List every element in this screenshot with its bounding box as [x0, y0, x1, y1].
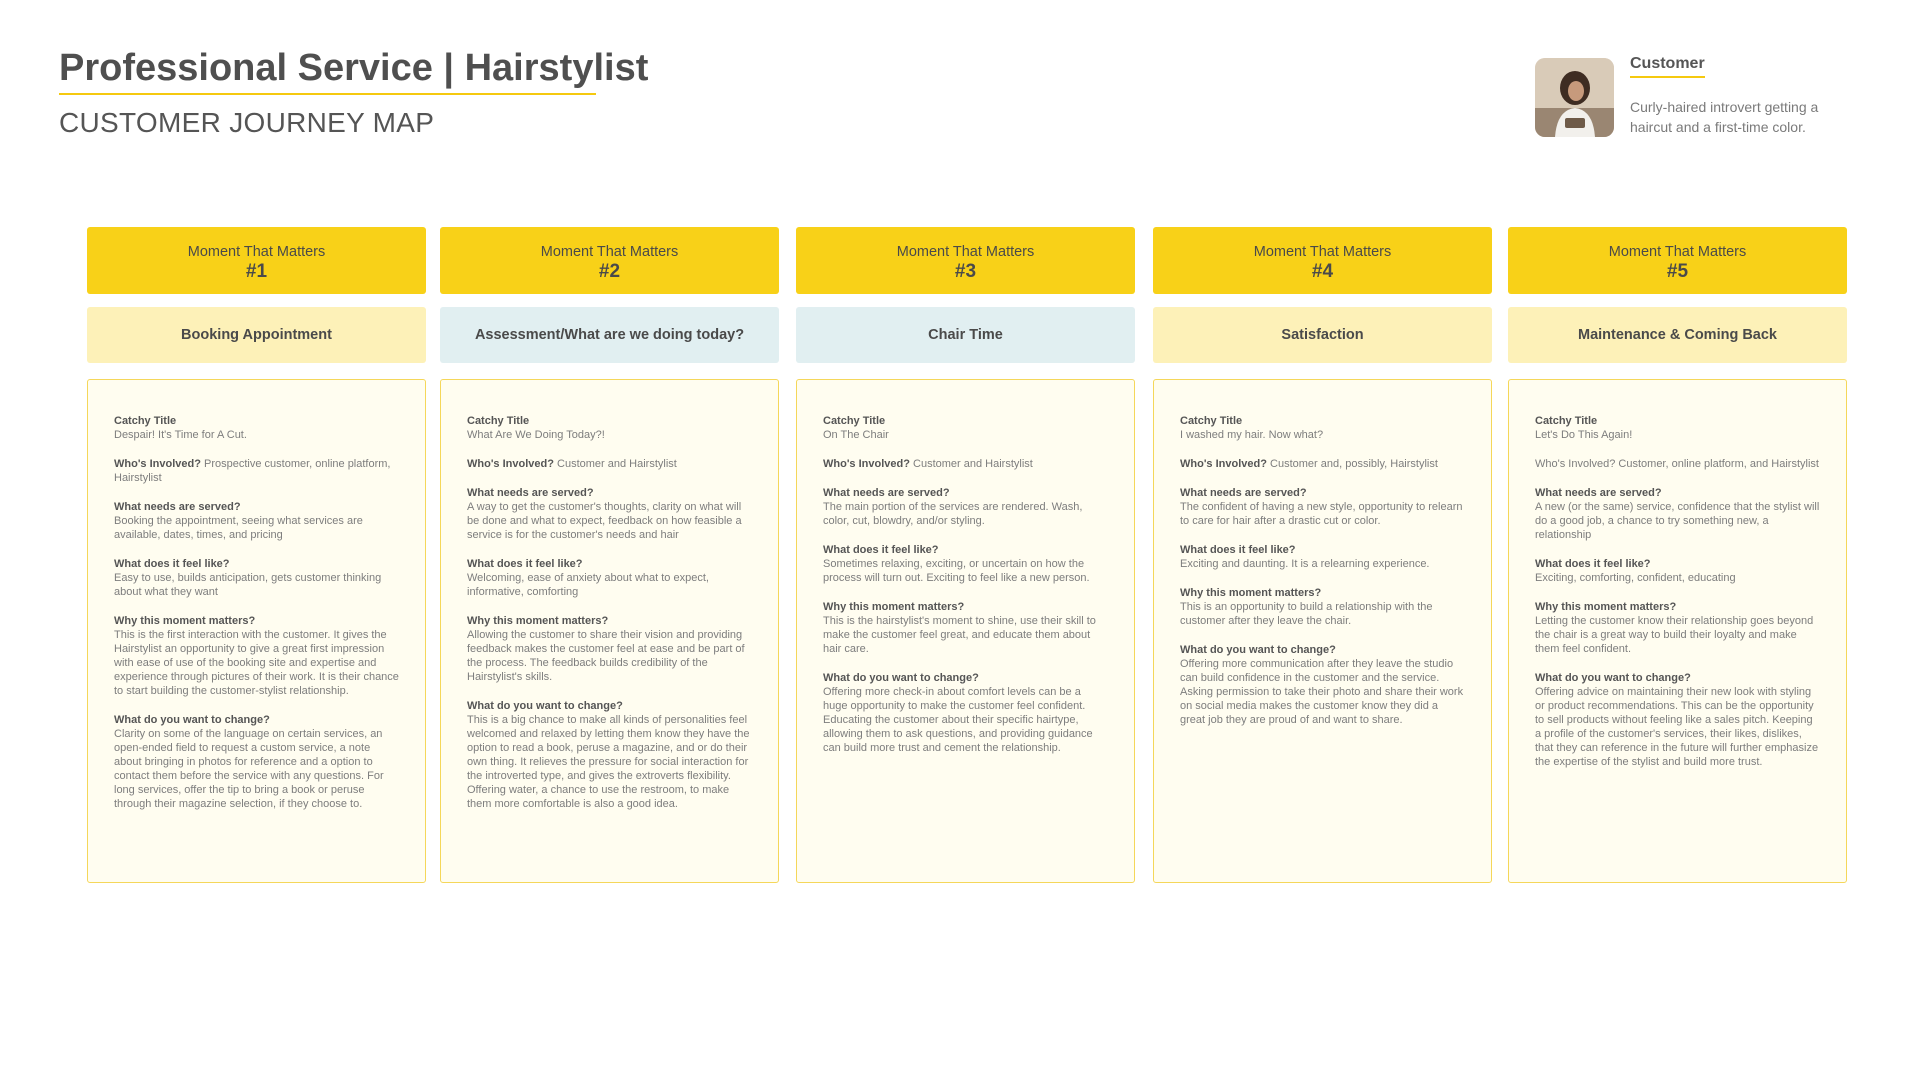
stage-title: Chair Time [796, 307, 1135, 363]
field-label: What does it feel like? [467, 558, 583, 570]
field-value: The main portion of the services are rendered. Wash, color, cut, blowdry, and/or styling. [823, 501, 1083, 527]
moment-number: #4 [1311, 261, 1334, 282]
field-label: Why this moment matters? [467, 615, 609, 627]
moment-label: Moment That Matters [187, 244, 326, 260]
field-label: What does it feel like? [1535, 558, 1651, 570]
field-label: Why this moment matters? [1535, 601, 1677, 613]
field-label: Why this moment matters? [114, 615, 256, 627]
field-label: Why this moment matters? [1180, 587, 1322, 599]
field-label: Why this moment matters? [823, 601, 965, 613]
field-label: What needs are served? [1180, 487, 1307, 499]
field-label: Catchy Title [1180, 415, 1243, 427]
field-value: This is a big chance to make all kinds of personalities feel welcomed and relaxed by letting them know they have the option to read a book, peruse a magazine, and or do their own thing. It relieves the pressure for social interaction for the introverted type, and gives the extroverts flexibility. Offering water, a chance to use the restroom, to make them more comfortable is also a good idea. [467, 714, 750, 810]
field-value: On The Chair [823, 429, 889, 441]
field-label: What do you want to change? [467, 700, 623, 712]
moment-header [440, 227, 779, 294]
field-value: Customer and, possibly, Hairstylist [1266, 458, 1438, 470]
moment-header [796, 227, 1135, 294]
field-value: Allowing the customer to share their vision and providing feedback makes the customer feel at ease and be part of the process. The feedback builds credibility of the Hairstylist's skills. [467, 629, 745, 683]
field-value: Despair! It's Time for A Cut. [114, 429, 247, 441]
field-value: Offering more communication after they leave the studio can build confidence in the customer and the service. Asking permission to take their photo and share their work on social media makes the customer know they did a great job they are proud of and want to share. [1180, 658, 1464, 726]
field-value: Who's Involved? Customer, online platform, and Hairstylist [1535, 458, 1819, 470]
field-value: A way to get the customer's thoughts, clarity on what will be done and what to expect, feedback on how feasible a service is for the customer's needs and hair [467, 501, 742, 541]
field-value: Easy to use, builds anticipation, gets customer thinking about what they want [114, 572, 382, 598]
field-value: Welcoming, ease of anxiety about what to expect, informative, comforting [467, 572, 709, 598]
field-label: What do you want to change? [1535, 672, 1691, 684]
field-label: Who's Involved? [1180, 458, 1267, 470]
field-value: Prospective customer, online platform, Hairstylist [114, 458, 391, 484]
field-value: Offering advice on maintaining their new look with styling or product recommendations. This can be the opportunity to sell products without feeling like a sales pitch. Keeping a profile of the customer's services, their likes, dislikes, that they can reference in the future will further emphasize the expertise of the stylist and build more trust. [1535, 686, 1819, 768]
field-value: A new (or the same) service, confidence that the stylist will do a good job, a chance to try something new, a relationship [1535, 501, 1820, 541]
field-value: I washed my hair. Now what? [1180, 429, 1324, 441]
field-label: What does it feel like? [823, 544, 939, 556]
moment-details [87, 379, 426, 883]
moment-header [1153, 227, 1492, 294]
moment-details [440, 379, 779, 883]
field-value: Exciting and daunting. It is a relearning experience. [1180, 558, 1430, 570]
journey-column-4 [1153, 227, 1492, 883]
moment-details [1508, 379, 1847, 883]
customer-label: Customer [1630, 55, 1705, 78]
moment-details [796, 379, 1135, 883]
moment-number: #3 [954, 261, 977, 282]
stage-title: Satisfaction [1153, 307, 1492, 363]
moment-number: #1 [245, 261, 268, 282]
field-label: What do you want to change? [114, 714, 270, 726]
moment-number: #2 [598, 261, 621, 282]
field-value: This is the first interaction with the customer. It gives the Hairstylist an opportunity to give a great first impression with ease of use of the booking site and expertise and experience through pictures of their work. It is their chance to start building the customer-stylist relationship. [114, 629, 399, 697]
moment-header [1508, 227, 1847, 294]
field-value: Customer and Hairstylist [553, 458, 677, 470]
field-value: This is an opportunity to build a relationship with the customer after they leave the chair. [1180, 601, 1433, 627]
moment-label: Moment That Matters [896, 244, 1035, 260]
field-value: This is the hairstylist's moment to shine, use their skill to make the customer feel great, and educate them about hair care. [823, 615, 1096, 655]
field-label: What does it feel like? [1180, 544, 1296, 556]
field-label: What needs are served? [467, 487, 594, 499]
field-value: Exciting, comforting, confident, educating [1535, 572, 1736, 584]
field-label: What needs are served? [1535, 487, 1662, 499]
field-label: Catchy Title [467, 415, 530, 427]
field-label: Who's Involved? [467, 458, 554, 470]
field-value: Customer and Hairstylist [909, 458, 1033, 470]
moment-header [87, 227, 426, 294]
page-subtitle: CUSTOMER JOURNEY MAP [59, 107, 435, 138]
customer-persona [1535, 55, 1875, 145]
stage-title: Maintenance & Coming Back [1508, 307, 1847, 363]
moment-details [1153, 379, 1492, 883]
field-label: Catchy Title [823, 415, 886, 427]
journey-column-1 [87, 227, 426, 883]
moment-label: Moment That Matters [1253, 244, 1392, 260]
field-value: Clarity on some of the language on certain services, an open-ended field to request a custom service, a note about bringing in photos for reference and a option to contact them before the service with any questions. For long services, offer the tip to bring a book or peruse through their magazine selection, if they choose to. [114, 728, 384, 810]
moment-label: Moment That Matters [540, 244, 679, 260]
journey-column-3 [796, 227, 1135, 883]
field-value: Letting the customer know their relationship goes beyond the chair is a great way to build their loyalty and make them feel confident. [1535, 615, 1814, 655]
field-label: Catchy Title [1535, 415, 1598, 427]
field-value: Booking the appointment, seeing what services are available, dates, times, and pricing [114, 515, 363, 541]
field-value: Offering more check-in about comfort levels can be a huge opportunity to make the customer feel confident. Educating the customer about their specific hairtype, allowing them to ask questions, and providing guidance can build more trust and cement the relationship. [823, 686, 1093, 754]
title-underline [59, 93, 596, 95]
moment-number: #5 [1666, 261, 1689, 282]
field-label: Catchy Title [114, 415, 177, 427]
field-label: What needs are served? [114, 501, 241, 513]
journey-column-2 [440, 227, 779, 883]
field-label: What needs are served? [823, 487, 950, 499]
person-icon [1535, 58, 1614, 137]
field-value: Sometimes relaxing, exciting, or uncertain on how the process will turn out. Exciting to feel like a new person. [823, 558, 1090, 584]
field-label: What do you want to change? [1180, 644, 1336, 656]
field-label: Who's Involved? [114, 458, 201, 470]
field-label: What does it feel like? [114, 558, 230, 570]
page-title: Professional Service | Hairstylist [59, 47, 649, 89]
stage-title: Booking Appointment [87, 307, 426, 363]
field-value: Let's Do This Again! [1535, 429, 1633, 441]
field-value: The confident of having a new style, opportunity to relearn to care for hair after a drastic cut or color. [1180, 501, 1463, 527]
field-value: What Are We Doing Today?! [467, 429, 605, 441]
journey-column-5 [1508, 227, 1847, 883]
customer-description: Curly-haired introvert getting a haircut and a first-time color. [1630, 99, 1819, 135]
field-label: Who's Involved? [823, 458, 910, 470]
customer-avatar [1535, 58, 1614, 137]
field-label: What do you want to change? [823, 672, 979, 684]
moment-label: Moment That Matters [1608, 244, 1747, 260]
stage-title: Assessment/What are we doing today? [440, 307, 779, 363]
